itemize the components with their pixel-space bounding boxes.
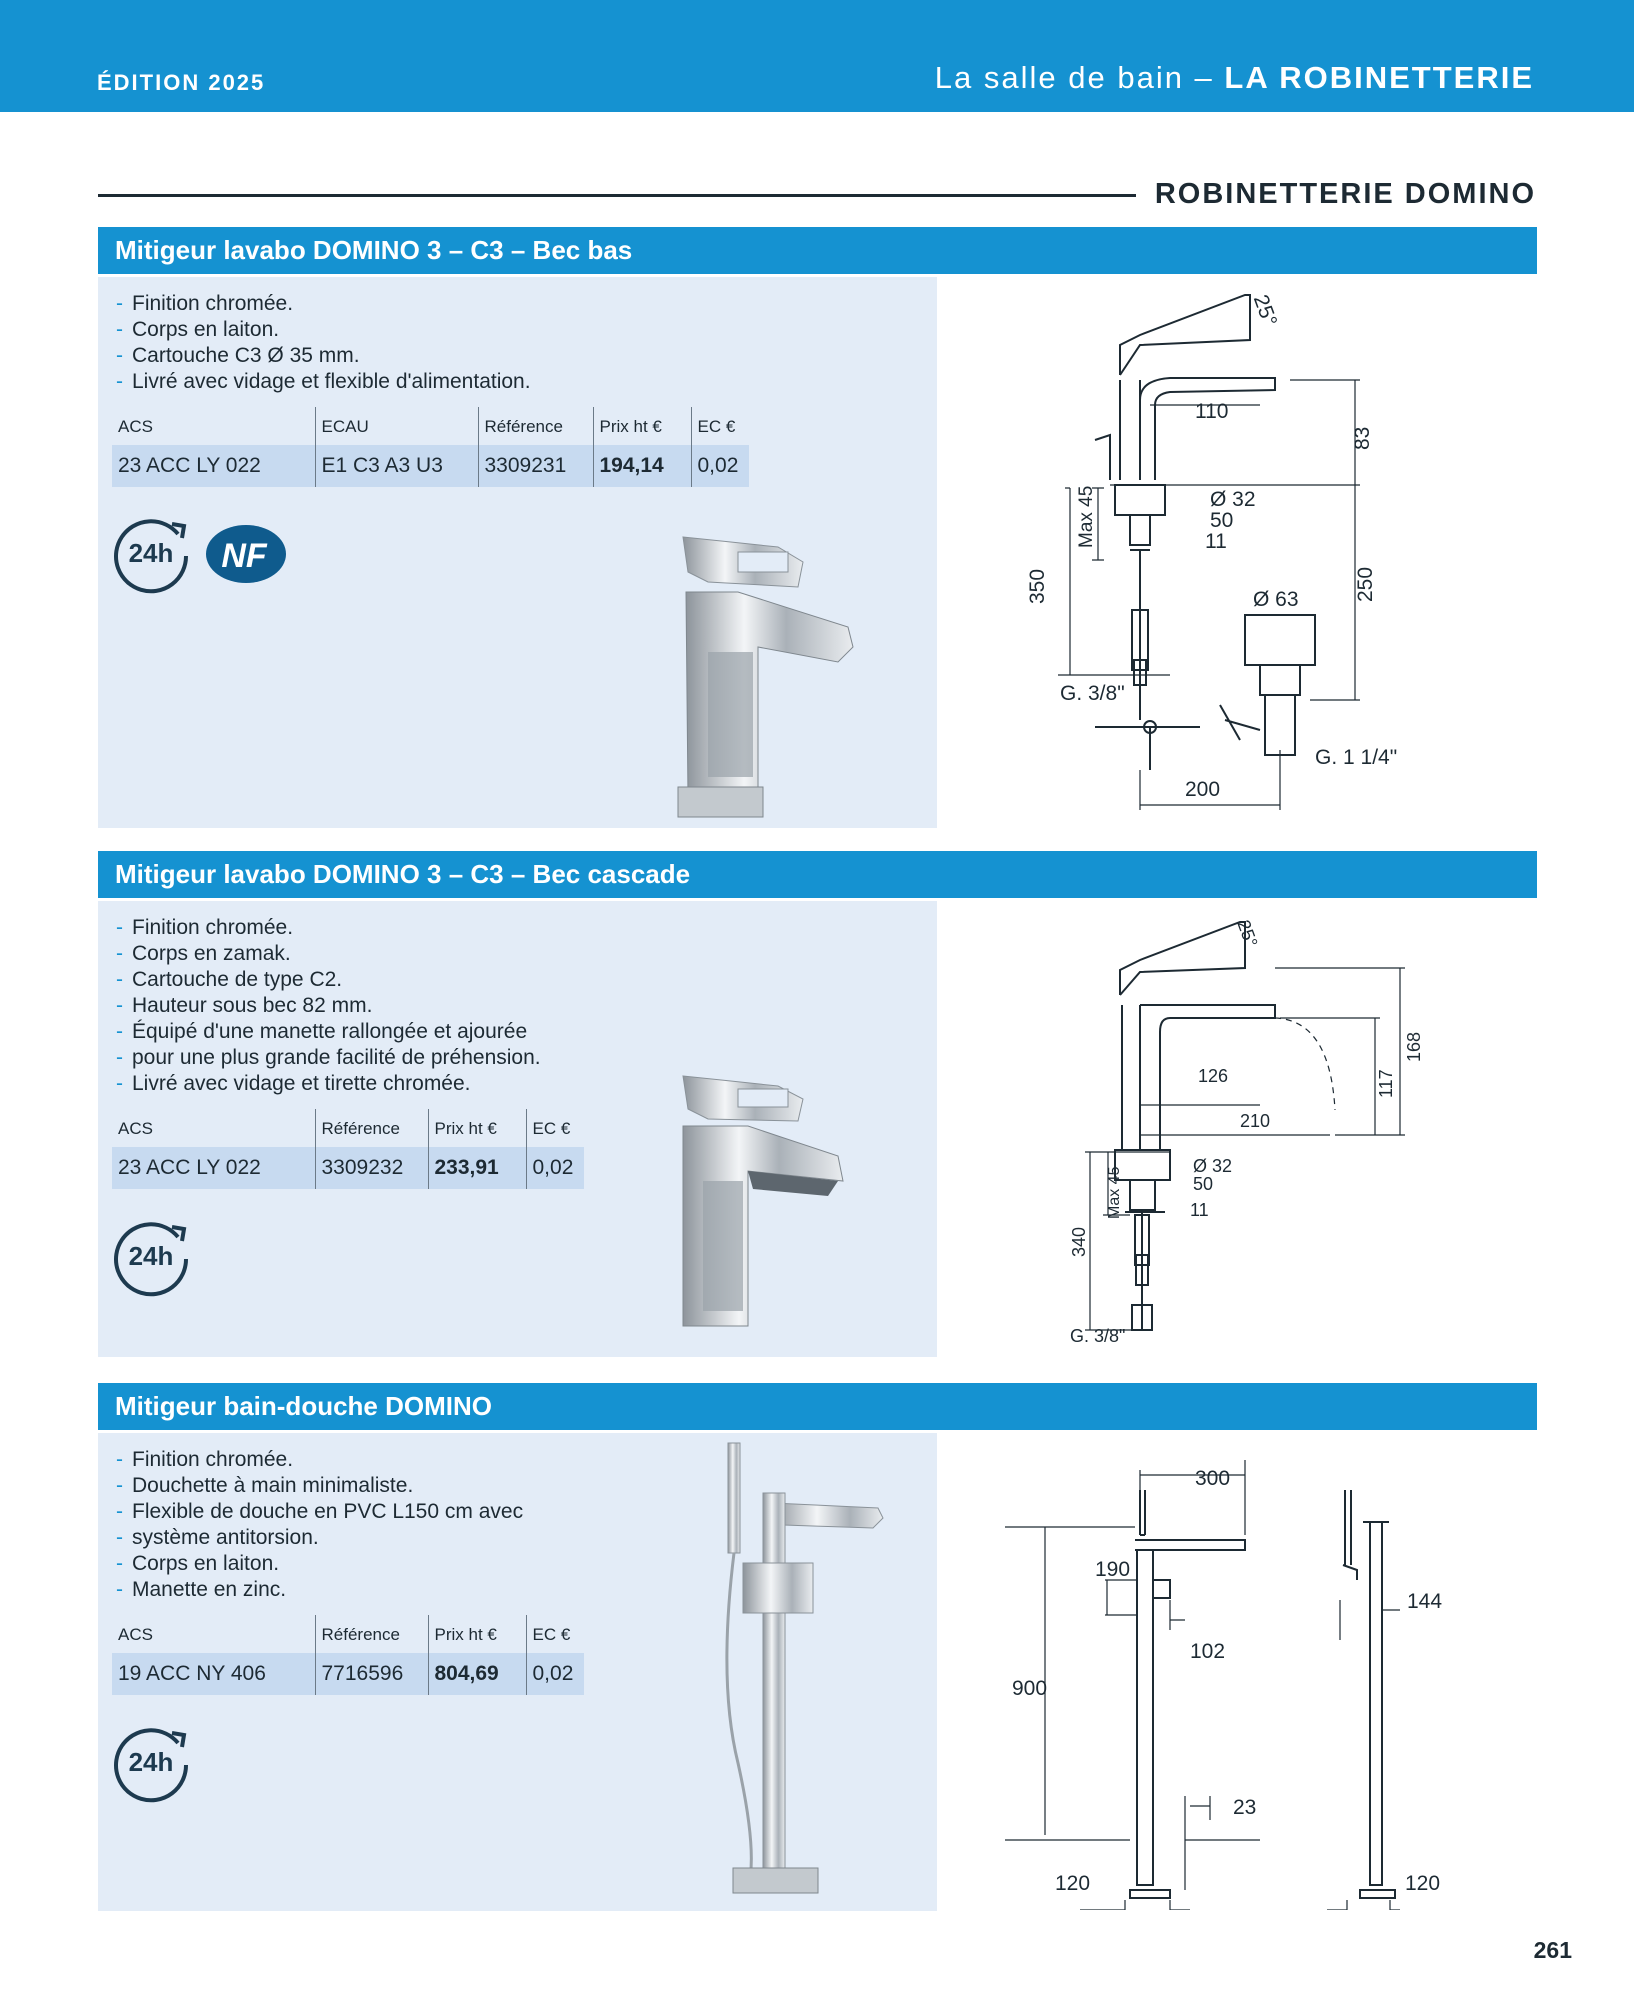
product-3-technical-drawing [995, 1440, 1475, 1910]
feature-item: - Hauteur sous bec 82 mm. [116, 993, 541, 1019]
feature-item: - Flexible de douche en PVC L150 cm avec [116, 1499, 523, 1525]
delivery-24h-icon [112, 512, 194, 594]
dim-key: 11 [1205, 530, 1227, 553]
delivery-24h-icon [112, 1215, 194, 1297]
dim-spout: 110 [1195, 400, 1229, 423]
nf-certification-icon [204, 523, 290, 585]
section-rule [98, 194, 1136, 197]
dim-total-height: 350 [1026, 568, 1049, 604]
feature-item: - Livré avec vidage et flexible d'alimentation. [116, 369, 531, 395]
table-row [112, 1653, 584, 1695]
feature-item: - système antitorsion. [116, 1525, 523, 1551]
dim-total-spout: 168 [1404, 1031, 1424, 1062]
table-cell: 3309232 [315, 1147, 428, 1189]
badge-24h-label: 24h [128, 1747, 174, 1777]
product-1-features [116, 291, 531, 395]
dim-thread: G. 3/8" [1070, 1326, 1126, 1346]
page-title [935, 60, 1534, 96]
dim-max: Max 45 [1076, 485, 1097, 548]
product-3-spec-table [112, 1615, 584, 1695]
feature-item: - Livré avec vidage et tirette chromée. [116, 1071, 541, 1097]
badge-nf-label: NF [221, 537, 267, 575]
dim-drain-thread: G. 1 1/4" [1315, 746, 1398, 769]
table-header: EC € [526, 1615, 584, 1653]
product-2-spec-table [112, 1109, 584, 1189]
delivery-24h-icon [112, 1721, 194, 1803]
product-2-technical-drawing [1030, 910, 1450, 1350]
edition-label: ÉDITION 2025 [97, 70, 266, 95]
dim-base: 23 [1233, 1796, 1257, 1819]
dim-drain-diameter: Ø 63 [1253, 588, 1299, 611]
product-1-spec-table [112, 407, 749, 487]
table-header: EC € [691, 407, 749, 445]
table-header: Prix ht € [428, 1109, 526, 1147]
page-title-prefix: La salle de bain – [934, 60, 1225, 95]
table-cell: 23 ACC LY 022 [112, 1147, 315, 1189]
product-3-title: Mitigeur bain-douche DOMINO [98, 1383, 1537, 1430]
bath-shower-mixer-photo [713, 1433, 923, 1903]
dim-foot-left: 120 [1055, 1872, 1091, 1895]
table-header: EC € [526, 1109, 584, 1147]
table-header: Prix ht € [428, 1615, 526, 1653]
dim-angle: 25° [1233, 917, 1262, 950]
feature-item: - Corps en laiton. [116, 317, 531, 343]
dim-max: Max 45 [1106, 1166, 1123, 1219]
product-2-title: Mitigeur lavabo DOMINO 3 – C3 – Bec cascade [98, 851, 1537, 898]
table-row [112, 1147, 584, 1189]
table-cell: 0,02 [691, 445, 749, 487]
product-1-title: Mitigeur lavabo DOMINO 3 – C3 – Bec bas [98, 227, 1537, 274]
product-1-technical-drawing [1010, 280, 1430, 820]
dim-reach: 210 [1240, 1111, 1271, 1131]
feature-item: - Cartouche C3 Ø 35 mm. [116, 343, 531, 369]
feature-item: - Corps en laiton. [116, 1551, 523, 1577]
dim-thread: G. 3/8" [1060, 682, 1125, 705]
product-2-features [116, 915, 541, 1097]
dim-total-height: 340 [1069, 1226, 1089, 1257]
product-1-panel [98, 277, 937, 828]
dim-height: 900 [1012, 1677, 1048, 1700]
table-cell-price: 804,69 [428, 1653, 526, 1695]
table-cell: 23 ACC LY 022 [112, 445, 315, 487]
table-cell: 19 ACC NY 406 [112, 1653, 315, 1695]
badge-24h-label: 24h [128, 538, 174, 568]
table-cell: 3309231 [478, 445, 593, 487]
table-cell: E1 C3 A3 U3 [315, 445, 478, 487]
product-3-panel [98, 1433, 937, 1911]
badge-24h-label: 24h [128, 1241, 174, 1271]
table-row [112, 445, 749, 487]
dim-reach: 300 [1195, 1467, 1231, 1490]
dim-hole-max: 50 [1193, 1174, 1214, 1194]
product-3-features [116, 1447, 523, 1603]
table-header: Référence [315, 1615, 428, 1653]
page-number: 261 [1533, 1937, 1572, 1963]
dim-foot-right: 120 [1405, 1872, 1441, 1895]
dim-spout-height: 117 [1376, 1069, 1396, 1098]
feature-item: - pour une plus grande facilité de préhension. [116, 1045, 541, 1071]
dim-body: 102 [1190, 1640, 1226, 1663]
feature-item: - Équipé d'une manette rallongée et ajourée [116, 1019, 541, 1045]
dim-width: 200 [1185, 778, 1221, 801]
table-header: Référence [315, 1109, 428, 1147]
feature-item: - Douchette à main minimaliste. [116, 1473, 523, 1499]
dim-hole: Ø 32 [1210, 488, 1256, 511]
feature-item: - Finition chromée. [116, 915, 541, 941]
table-cell-price: 233,91 [428, 1147, 526, 1189]
page-title-main: LA ROBINETTERIE [1224, 60, 1534, 95]
feature-item: - Manette en zinc. [116, 1577, 523, 1603]
table-header: ACS [118, 1119, 153, 1138]
table-header: ACS [118, 417, 153, 436]
feature-item: - Corps en zamak. [116, 941, 541, 967]
feature-item: - Cartouche de type C2. [116, 967, 541, 993]
dim-hole: Ø 32 [1193, 1156, 1233, 1176]
dim-angle: 25° [1248, 291, 1282, 330]
dim-hole-max: 50 [1210, 509, 1234, 532]
table-header: ECAU [315, 407, 478, 445]
table-cell: 7716596 [315, 1653, 428, 1695]
table-cell: 0,02 [526, 1147, 584, 1189]
top-banner [0, 0, 1634, 112]
section-title: ROBINETTERIE DOMINO [1154, 178, 1536, 210]
product-2-panel [98, 901, 937, 1357]
dim-handle: 190 [1095, 1558, 1131, 1581]
table-header: Référence [478, 407, 593, 445]
table-cell: 0,02 [526, 1653, 584, 1695]
table-header: ACS [118, 1625, 153, 1644]
feature-item: - Finition chromée. [116, 291, 531, 317]
faucet-low-spout-photo [668, 532, 908, 822]
faucet-cascade-spout-photo [678, 1071, 908, 1341]
table-cell-price: 194,14 [593, 445, 691, 487]
feature-item: - Finition chromée. [116, 1447, 523, 1473]
dim-spout: 126 [1198, 1066, 1229, 1086]
dim-spout-height: 83 [1351, 426, 1374, 450]
dim-drain-height: 250 [1354, 566, 1377, 602]
dim-key: 11 [1190, 1200, 1209, 1220]
table-header: Prix ht € [593, 407, 691, 445]
dim-side: 144 [1407, 1590, 1443, 1613]
